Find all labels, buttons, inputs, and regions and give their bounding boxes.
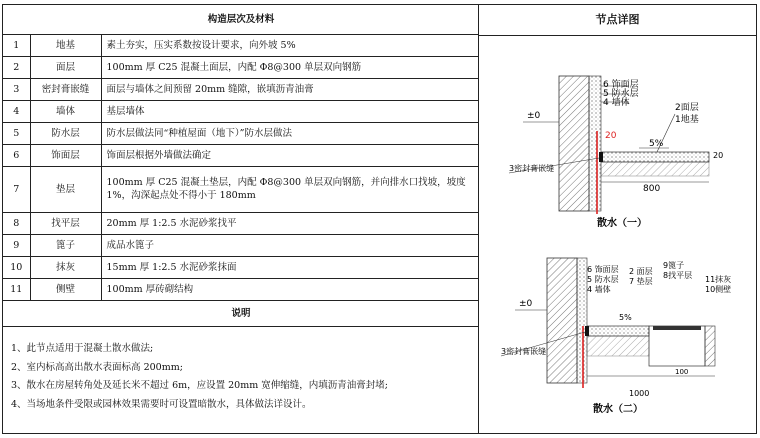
surface-layer [601,152,709,162]
detail-panel [479,5,756,433]
wall-section [547,258,577,383]
label-waterproof: 5 防水层 [603,89,639,99]
row-desc: 成品水篦子 [101,234,479,256]
label-width: 1000 [629,389,650,398]
table-row [3,100,479,122]
note-item: 3、散水在房屋转角处及延长米不超过 6m，应设置 20mm 宽伸缩缝，内填沥青油膏封堵; [11,380,388,391]
sealant-joint [585,326,589,336]
row-desc: 饰面层根据外墙做法确定 [101,144,479,166]
table-row [3,144,479,166]
sealant-joint [599,152,603,162]
table-row [3,56,479,78]
finish-layer [577,258,587,383]
row-number: 8 [3,212,30,234]
label-finish: 6 饰面层 [603,80,639,90]
table-row [3,256,479,278]
label-sidewall: 10侧壁 [705,285,732,294]
label-leveling: 8找平层 [663,271,693,280]
label-elevation: ±0 [527,111,541,121]
label-sealant: 3密封膏嵌缝 [509,164,555,173]
note-item: 2、室内标高高出散水表面标高 200mm; [11,361,183,373]
side-wall [705,326,715,366]
table-row [3,278,479,300]
row-name: 垫层 [30,166,101,212]
label-slope: 5% [619,313,632,322]
row-name: 防水层 [30,122,101,144]
row-desc: 面层与墙体之间预留 20mm 缝隙，嵌填沥青油膏 [101,78,479,100]
table-row [3,34,479,56]
row-desc: 20mm 厚 1:2.5 水泥砂浆找平 [101,212,479,234]
label-wall: 4 墙体 [603,98,630,108]
note-item: 4、当场地条件受限或园林效果需要时可设置暗散水，具体做法详设计。 [11,398,312,410]
document-frame [2,4,757,434]
label-sealant: 3密封膏嵌缝 [501,347,547,356]
row-name: 密封膏嵌缝 [30,78,101,100]
row-name: 墙体 [30,100,101,122]
row-number: 3 [3,78,30,100]
label-surface: 2 面层 [629,267,653,276]
label-cushion: 7 垫层 [629,277,653,286]
row-name: 侧壁 [30,278,101,300]
label-width: 800 [643,184,661,194]
label-subgrade: 1地基 [675,115,699,125]
table-row [3,78,479,100]
row-number: 4 [3,100,30,122]
detail-figure-2 [501,258,731,415]
row-desc: 基层墙体 [101,100,479,122]
cushion-layer [587,336,649,356]
row-desc: 100mm 厚 C25 混凝土垫层，内配 Φ8@300 单层双向钢筋，并向排水口找坡，坡度 1%，沟深起点处不得小于 180mm [101,166,479,212]
row-name: 面层 [30,56,101,78]
wall-section [559,76,589,211]
row-number: 1 [3,34,30,56]
finish-layer [589,76,601,211]
row-number: 7 [3,166,30,212]
label-gap: 20 [605,131,617,141]
table-row [3,122,479,144]
surface-layer [587,326,649,336]
row-desc: 素土夯实，压实系数按设计要求，向外坡 5% [101,34,479,56]
row-desc: 100mm 厚 C25 混凝土面层，内配 Φ8@300 单层双向钢筋 [101,56,479,78]
materials-table [3,5,479,327]
grate [653,326,701,330]
label-grate: 9篦子 [663,261,685,270]
detail-figure-1 [509,76,723,229]
row-name: 篦子 [30,234,101,256]
figure-2-caption: 散水（二） [593,404,643,415]
notes-header: 说明 [3,300,479,326]
row-number: 11 [3,278,30,300]
label-waterproof: 5 防水层 [587,275,619,284]
row-number: 9 [3,234,30,256]
label-channel-width: 100 [675,368,689,376]
row-number: 5 [3,122,30,144]
label-plaster: 11抹灰 [705,275,732,284]
row-desc: 防水层做法同“种植屋面（地下）”防水层做法 [101,122,479,144]
subgrade [601,162,709,176]
row-desc: 100mm 厚砖砌结构 [101,278,479,300]
notes-list [3,340,479,414]
row-name: 找平层 [30,212,101,234]
label-surface: 2面层 [675,103,699,113]
label-slope: 5% [649,139,664,149]
row-number: 2 [3,56,30,78]
label-thickness: 20 [713,151,724,160]
row-name: 抹灰 [30,256,101,278]
detail-header: 节点详图 [479,5,756,36]
note-item: 1、此节点适用于混凝土散水做法; [11,343,154,354]
label-finish: 6 饰面层 [587,265,619,274]
drain-channel [649,326,705,366]
label-wall: 4 墙体 [587,285,611,294]
table-row [3,212,479,234]
table-row [3,166,479,212]
label-elevation: ±0 [519,299,533,309]
row-name: 地基 [30,34,101,56]
table-header: 构造层次及材料 [3,5,479,34]
row-number: 6 [3,144,30,166]
row-number: 10 [3,256,30,278]
detail-drawings [479,36,757,434]
materials-panel [3,5,479,433]
row-desc: 15mm 厚 1:2.5 水泥砂浆抹面 [101,256,479,278]
table-row [3,234,479,256]
figure-1-caption: 散水（一） [597,218,647,229]
row-name: 饰面层 [30,144,101,166]
